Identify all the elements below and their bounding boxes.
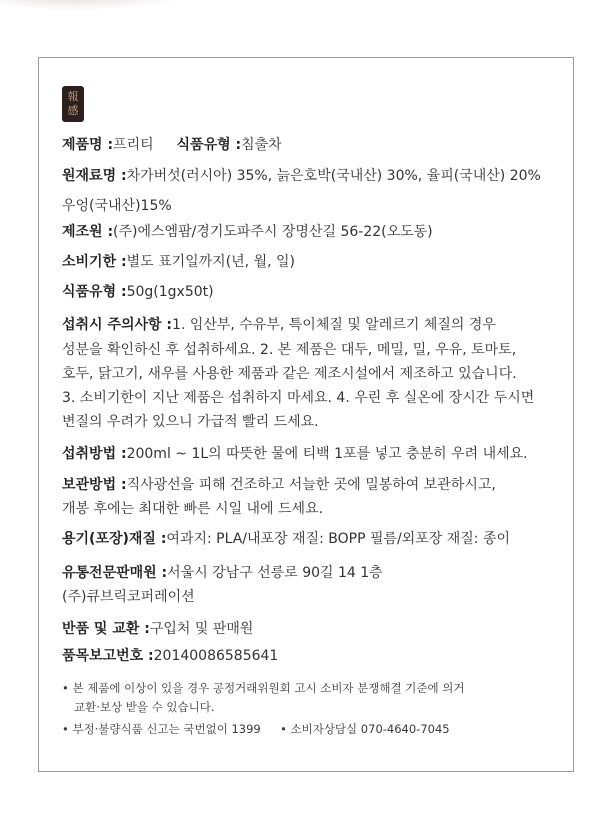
food-type-label: 식품유형 : <box>62 284 127 300</box>
storage-label: 보관방법 : <box>62 477 127 493</box>
cautions-row-2 <box>62 337 574 363</box>
distributor-label: 유통전문판매원 : <box>62 565 168 581</box>
report-number-label: 품목보고번호 : <box>62 648 154 664</box>
cautions-line3: 호두, 닭고기, 새우를 사용한 제품과 같은 제조시설에서 제조하고 있습니다. <box>62 366 517 382</box>
cautions-line2: 성분을 확인하신 후 섭취하세요. 2. 본 제품은 대두, 메밀, 밀, 우유, 토마토, <box>62 342 517 358</box>
food-type-inline-label: 식품유형 : <box>176 137 242 153</box>
food-type-row <box>62 279 574 305</box>
seal-char-1: 報 <box>67 90 79 103</box>
corner-shadow <box>0 0 190 10</box>
ingredients-line1: 차가버섯(러시아) 35%, 늙은호박(국내산) 30%, 율피(국내산) 20% <box>126 168 541 184</box>
cautions-row-3 <box>62 361 574 387</box>
distributor-row-2 <box>62 584 574 610</box>
product-name-row <box>62 132 574 158</box>
storage-row <box>62 472 574 498</box>
notice-1 <box>62 678 574 698</box>
ingredients-label: 원재료명 : <box>62 168 127 184</box>
seal-char-2: 感 <box>67 104 79 117</box>
report-number-value: 20140086585641 <box>153 648 279 664</box>
packaging-value: 여과지: PLA/내포장 재질: BOPP 필름/외포장 재질: 종이 <box>166 531 511 547</box>
storage-line2: 개봉 후에는 최대한 빠른 시일 내에 드세요. <box>62 501 324 517</box>
method-row <box>62 441 574 467</box>
cautions-line1: 1. 임산부, 수유부, 특이체질 및 알레르기 체질의 경우 <box>172 317 496 333</box>
expiry-value: 별도 표기일까지(년, 월, 일) <box>126 254 295 270</box>
packaging-row <box>62 526 574 552</box>
method-value: 200ml ~ 1L의 따뜻한 물에 티백 1포를 넣고 충분히 우려 내세요. <box>126 446 528 462</box>
cautions-row <box>62 312 574 338</box>
cautions-row-5 <box>62 409 574 435</box>
food-type-inline-value: 침출차 <box>241 137 282 153</box>
ingredients-line2: 우엉(국내산)15% <box>62 198 172 214</box>
manufacturer-label: 제조원 : <box>62 224 114 240</box>
cautions-line5: 변질의 우려가 있으니 가급적 빨리 드세요. <box>62 414 319 430</box>
cautions-label: 섭취시 주의사항 : <box>62 317 173 333</box>
returns-row <box>62 616 574 642</box>
ingredients-row-2 <box>62 193 574 219</box>
manufacturer-value: (주)에스엠팜/경기도파주시 장명산길 56-22(오도동) <box>113 224 433 240</box>
brand-seal-logo <box>62 86 84 122</box>
notice-1-line2: 교환·보상 받을 수 있습니다. <box>74 700 215 714</box>
distributor-line2: (주)큐브릭코퍼레이션 <box>62 589 195 605</box>
report-number-row <box>62 643 574 669</box>
distributor-row <box>62 560 574 586</box>
storage-row-2 <box>62 496 574 522</box>
product-name-label: 제품명 : <box>62 137 114 153</box>
manufacturer-row <box>62 219 574 245</box>
distributor-line1: 서울시 강남구 선릉로 90길 14 1층 <box>167 565 383 581</box>
cautions-row-4 <box>62 385 574 411</box>
cautions-line4: 3. 소비기한이 지난 제품은 섭취하지 마세요. 4. 우린 후 실온에 장시간 두시면 <box>62 390 535 406</box>
notice-hotlines <box>62 719 574 739</box>
expiry-label: 소비기한 : <box>62 254 127 270</box>
ingredients-row <box>62 163 574 189</box>
storage-line1: 직사광선을 피해 건조하고 서늘한 곳에 밀봉하여 보관하시고, <box>126 477 496 493</box>
food-type-value: 50g(1gx50t) <box>126 284 214 300</box>
returns-value: 구입처 및 판매원 <box>149 621 254 637</box>
product-name-value: 프리티 <box>113 137 154 153</box>
report-hotline-note: • 부정·불량식품 신고는 국번없이 1399 <box>62 722 261 736</box>
notice-1-line1: • 본 제품에 이상이 있을 경우 공정거래위원회 고시 소비자 분쟁해결 기준에 의거 <box>62 681 465 695</box>
expiry-row <box>62 249 574 275</box>
consumer-center-note: • 소비자상담실 070-4640-7045 <box>280 722 450 736</box>
packaging-label: 용기(포장)재질 : <box>62 531 167 547</box>
returns-label: 반품 및 교환 : <box>62 621 150 637</box>
method-label: 섭취방법 : <box>62 446 127 462</box>
notice-1-continued <box>62 697 574 717</box>
